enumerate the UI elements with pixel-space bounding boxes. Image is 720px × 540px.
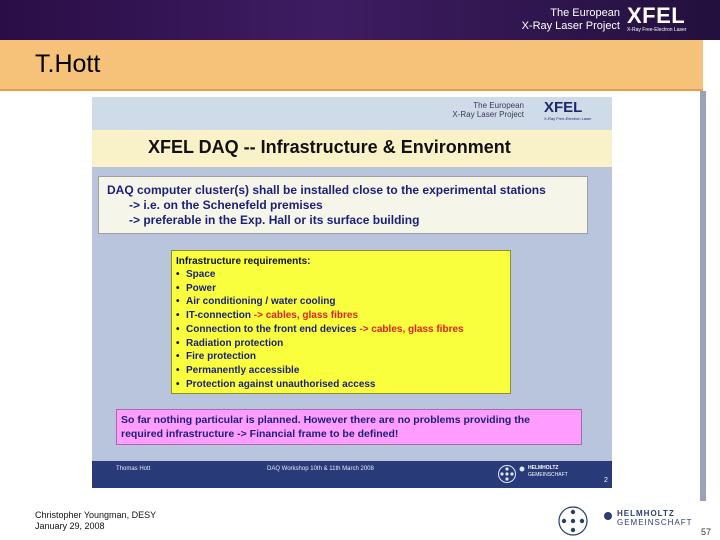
requirement-item bbox=[176, 268, 506, 282]
requirement-item bbox=[176, 364, 506, 378]
bullet-icon: • bbox=[176, 269, 180, 280]
bullet-icon: • bbox=[176, 323, 180, 335]
planning-status-line: required infrastructure -> Financial frame to be defined! bbox=[121, 428, 399, 440]
slide-footer bbox=[92, 461, 612, 488]
bullet-icon: • bbox=[176, 378, 180, 390]
slide-helmholtz-line2: GEMEINSCHAFT bbox=[528, 472, 568, 478]
slide-xfel-logo bbox=[544, 100, 592, 121]
requirement-item bbox=[176, 282, 506, 296]
planning-status-line: So far nothing particular is planned. However there are no problems providing the bbox=[121, 414, 530, 426]
requirement-item bbox=[176, 309, 506, 323]
slide-footer-event: DAQ Workshop 10th & 11th March 2008 bbox=[267, 466, 374, 472]
bullet-icon: • bbox=[176, 296, 180, 308]
bullet-icon: • bbox=[176, 364, 180, 376]
project-name-line1: The European bbox=[550, 7, 620, 19]
helmholtz-line1: HELMHOLTZ bbox=[617, 509, 675, 518]
right-rail bbox=[700, 91, 706, 501]
requirement-text: Power bbox=[186, 282, 217, 294]
requirement-item bbox=[176, 295, 506, 309]
helmholtz-logo bbox=[617, 509, 693, 527]
slide-xfel-logo-subtitle: X-Ray Free-Electron Laser bbox=[544, 116, 592, 121]
title-band-divider bbox=[0, 89, 703, 91]
presenter-info bbox=[35, 510, 156, 532]
requirement-text: Connection to the front end devices bbox=[186, 323, 360, 335]
slide-project-name-line1: The European bbox=[473, 101, 524, 110]
requirements-heading: Infrastructure requirements: bbox=[176, 256, 311, 267]
bullet-icon: • bbox=[176, 310, 180, 322]
slide-helmholtz-logo bbox=[528, 465, 568, 479]
cluster-location-line: DAQ computer cluster(s) shall be installed close to the experimental stations bbox=[107, 183, 546, 197]
helmholtz-line2: GEMEINSCHAFT bbox=[617, 518, 693, 527]
requirement-note: -> cables, glass fibres bbox=[253, 310, 358, 322]
project-name-line2: X-Ray Laser Project bbox=[521, 20, 620, 32]
slide-helmholtz-line1: HELMHOLTZ bbox=[528, 465, 559, 471]
requirement-text: Space bbox=[186, 269, 216, 280]
requirement-item bbox=[176, 378, 506, 392]
xfel-logo-text: XFEL bbox=[627, 3, 686, 28]
planning-status-box bbox=[116, 409, 582, 445]
requirement-note: -> cables, glass fibres bbox=[359, 323, 464, 335]
speaker-title: T.Hott bbox=[35, 50, 101, 78]
top-header-bar bbox=[0, 0, 720, 40]
desy-logo-icon bbox=[557, 505, 589, 537]
slide-xfel-logo-text: XFEL bbox=[544, 99, 583, 116]
cluster-location-line: -> i.e. on the Schenefeld premises bbox=[129, 198, 323, 212]
requirement-text: Radiation protection bbox=[186, 337, 284, 349]
project-name bbox=[522, 7, 620, 33]
requirement-text: Air conditioning / water cooling bbox=[186, 296, 336, 308]
bullet-icon: • bbox=[176, 337, 180, 349]
helmholtz-logo-icon bbox=[603, 511, 613, 521]
requirement-text: Permanently accessible bbox=[186, 364, 300, 376]
page-number: 57 bbox=[701, 527, 712, 537]
title-band bbox=[0, 40, 703, 89]
requirement-text: IT-connection bbox=[186, 310, 254, 322]
slide-project-name-line2: X-Ray Laser Project bbox=[452, 110, 524, 119]
requirement-item bbox=[176, 323, 506, 337]
xfel-logo bbox=[627, 5, 686, 34]
requirement-text: Fire protection bbox=[186, 351, 257, 363]
slide-header bbox=[92, 97, 612, 130]
requirements-box bbox=[171, 250, 511, 394]
bullet-icon: • bbox=[176, 351, 180, 363]
helmholtz-logo-icon bbox=[519, 466, 525, 472]
slide-title: XFEL DAQ -- Infrastructure & Environment bbox=[148, 137, 511, 157]
slide-page-number: 2 bbox=[604, 477, 608, 484]
requirement-text: Protection against unauthorised access bbox=[186, 378, 376, 390]
desy-logo-icon bbox=[497, 464, 517, 484]
bullet-icon: • bbox=[176, 282, 180, 294]
slide-footer-author: Thomas Hott bbox=[116, 466, 151, 472]
xfel-logo-subtitle: X-Ray Free-Electron Laser bbox=[627, 27, 687, 33]
requirement-item bbox=[176, 350, 506, 364]
requirement-item bbox=[176, 337, 506, 351]
slide-project-name bbox=[452, 101, 524, 119]
embedded-slide bbox=[92, 97, 612, 488]
cluster-location-box bbox=[98, 176, 588, 234]
presentation-date: January 29, 2008 bbox=[35, 521, 105, 531]
cluster-location-line: -> preferable in the Exp. Hall or its surface building bbox=[129, 213, 420, 227]
presenter-name: Christopher Youngman, DESY bbox=[35, 510, 157, 520]
